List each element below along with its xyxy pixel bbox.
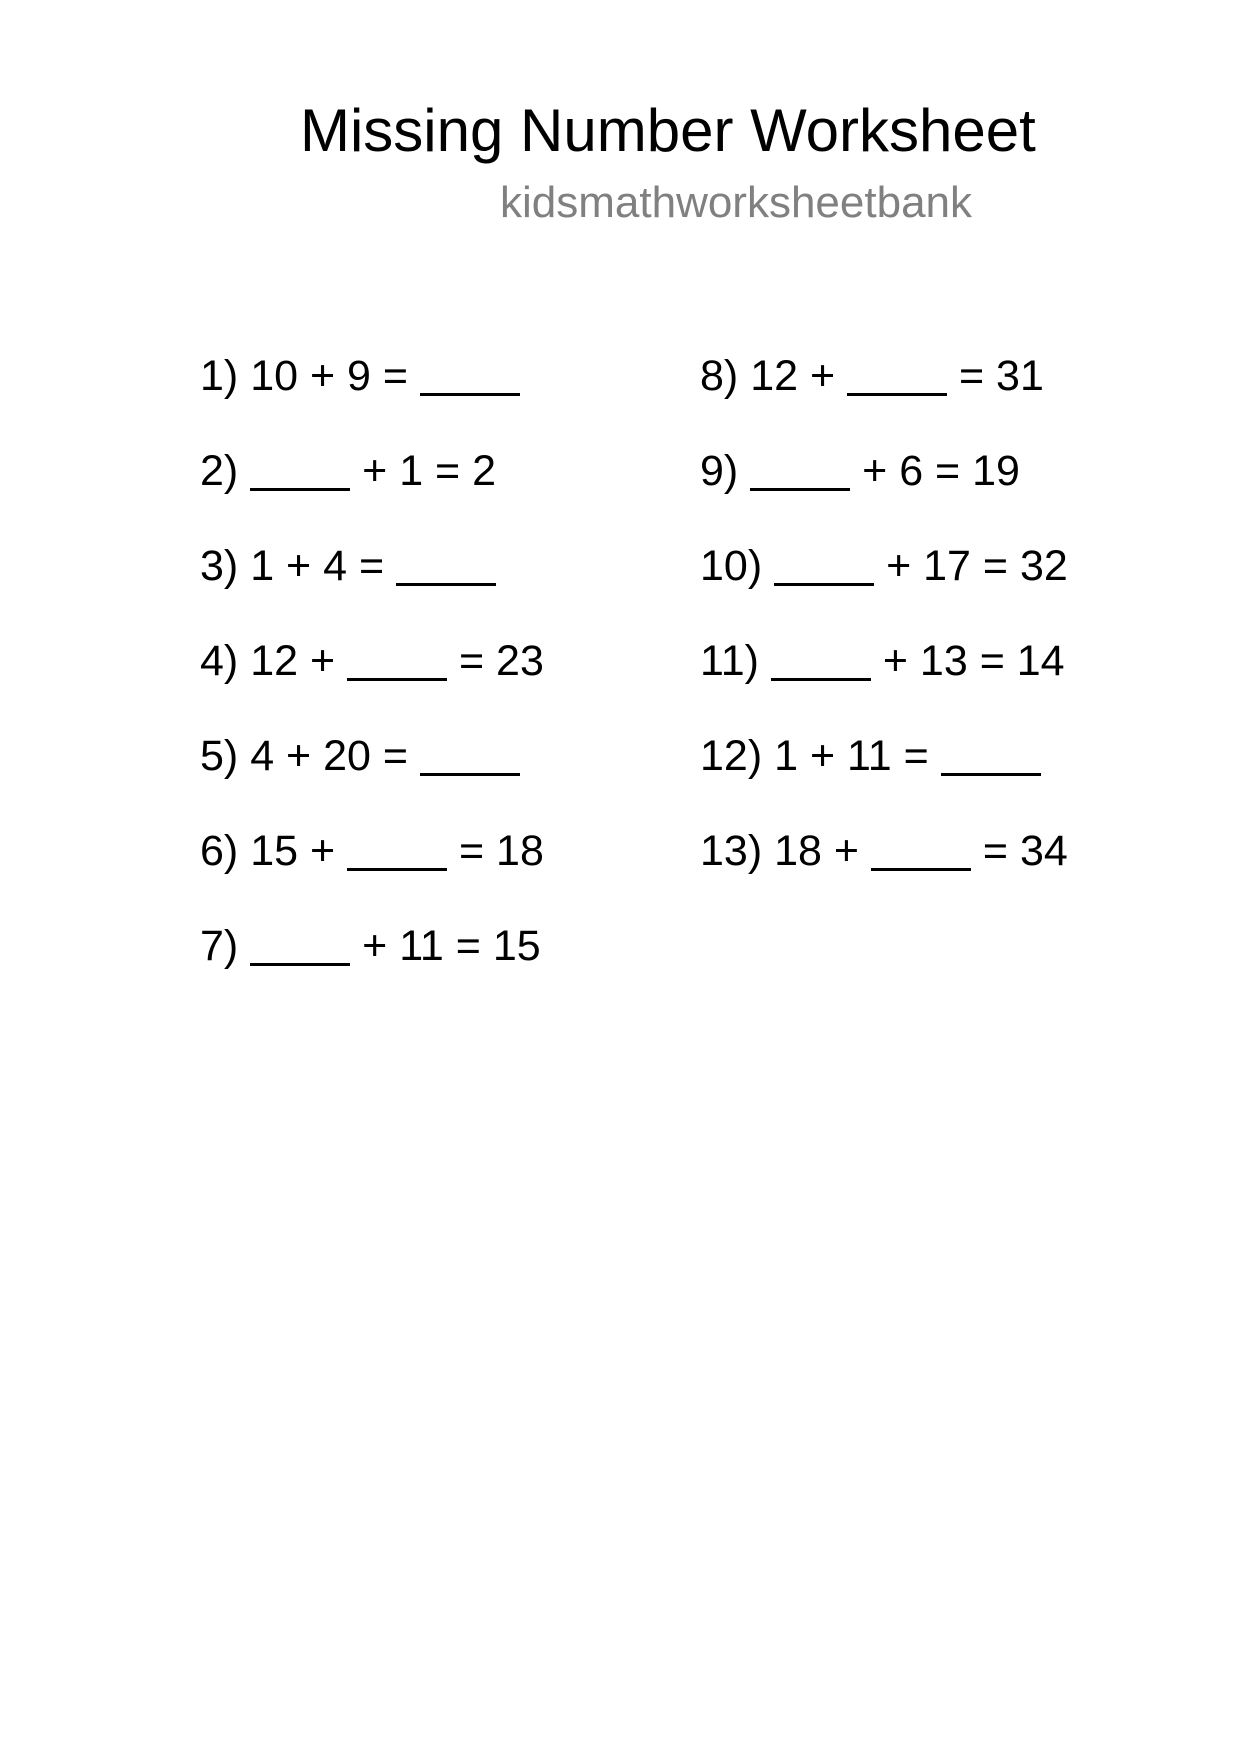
- problem-expression: + 6 = 19: [862, 447, 1020, 495]
- problem-expression: 12 +: [750, 352, 836, 400]
- problem-number: 2): [200, 447, 239, 495]
- answer-blank[interactable]: [250, 448, 350, 491]
- problem-10: [700, 540, 1068, 635]
- problem-expression: 15 +: [250, 827, 336, 875]
- problem-expression: + 11 = 15: [362, 922, 541, 970]
- problem-13: [700, 825, 1068, 920]
- answer-blank[interactable]: [347, 828, 447, 871]
- problem-expression: 10 + 9 =: [250, 352, 408, 400]
- problem-result: = 31: [958, 352, 1044, 400]
- problem-number: 6): [200, 827, 239, 875]
- problem-expression: 12 +: [250, 637, 336, 685]
- answer-blank[interactable]: [941, 733, 1041, 776]
- problem-result: = 18: [458, 827, 544, 875]
- problem-4: [200, 635, 544, 730]
- problem-number: 1): [200, 352, 239, 400]
- answer-blank[interactable]: [871, 828, 971, 871]
- problem-number: 9): [700, 447, 739, 495]
- problem-8: [700, 350, 1068, 445]
- page-subtitle: kidsmathworksheetbank: [500, 178, 973, 227]
- problem-number: 3): [200, 542, 239, 590]
- problem-3: [200, 540, 544, 635]
- problem-number: 10): [700, 542, 763, 590]
- answer-blank[interactable]: [396, 543, 496, 586]
- problem-expression: 1 + 4 =: [250, 542, 385, 590]
- problems-right-column: [700, 350, 1068, 920]
- problem-11: [700, 635, 1068, 730]
- answer-blank[interactable]: [771, 638, 871, 681]
- problem-expression: 4 + 20 =: [250, 732, 408, 780]
- problem-number: 7): [200, 922, 239, 970]
- problem-7: [200, 920, 544, 1015]
- answer-blank[interactable]: [250, 923, 350, 966]
- problem-number: 4): [200, 637, 239, 685]
- answer-blank[interactable]: [774, 543, 874, 586]
- problem-expression: 18 +: [774, 827, 859, 875]
- problems-left-column: [200, 350, 544, 1015]
- problem-number: 12): [700, 732, 763, 780]
- problem-expression: + 1 = 2: [362, 447, 497, 495]
- problem-expression: + 13 = 14: [882, 637, 1065, 685]
- problem-number: 5): [200, 732, 239, 780]
- problem-12: [700, 730, 1068, 825]
- answer-blank[interactable]: [750, 448, 850, 491]
- problem-2: [200, 445, 544, 540]
- problem-expression: + 17 = 32: [886, 542, 1068, 590]
- problem-9: [700, 445, 1068, 540]
- answer-blank[interactable]: [420, 353, 520, 396]
- problem-6: [200, 825, 544, 920]
- answer-blank[interactable]: [347, 638, 447, 681]
- problem-number: 13): [700, 827, 763, 875]
- problem-number: 11): [700, 637, 759, 685]
- page-title: Missing Number Worksheet: [300, 97, 1036, 164]
- problem-5: [200, 730, 544, 825]
- problem-number: 8): [700, 352, 739, 400]
- answer-blank[interactable]: [420, 733, 520, 776]
- problem-expression: 1 + 11 =: [774, 732, 929, 780]
- problem-result: = 23: [458, 637, 544, 685]
- problem-result: = 34: [982, 827, 1068, 875]
- answer-blank[interactable]: [847, 353, 947, 396]
- problem-1: [200, 350, 544, 445]
